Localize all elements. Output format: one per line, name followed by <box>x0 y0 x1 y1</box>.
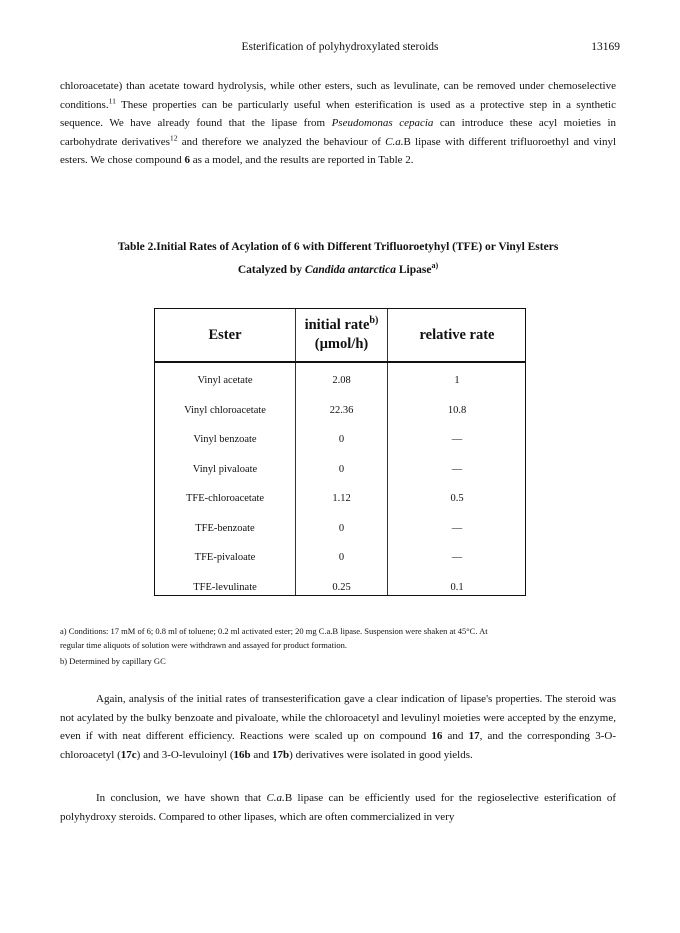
text-run: These properties can be particularly useful when esterification is used as a protective step in a synthetic sequence. We have already found that the lipase from <box>60 98 616 130</box>
cell-relative-rate: — <box>451 463 463 475</box>
cell-ester: Vinyl chloroacetate <box>184 404 266 416</box>
cell-ester: TFE-chloroacetate <box>185 493 265 504</box>
cell-initial-rate: 1.12 <box>332 493 351 504</box>
cell-ester: Vinyl acetate <box>197 375 253 386</box>
text-run: ) and 3-O-levuloinyl ( <box>136 748 234 761</box>
header-initial-rate: initial rate$^{b)}$ (µmol/h) <box>304 315 379 352</box>
cell-relative-rate: — <box>451 434 463 445</box>
paragraph-intro <box>60 77 616 170</box>
running-title: Esterification of polyhydroxylated steroids <box>241 41 439 53</box>
paragraph-conclusion <box>60 789 616 826</box>
text-run: and <box>442 730 469 743</box>
table-caption <box>60 236 616 282</box>
cell-ester: Vinyl benzoate <box>193 434 257 445</box>
cell-ester: TFE-benzoate <box>195 522 255 534</box>
text-run: ) derivatives were isolated in good yields. <box>289 748 473 761</box>
footnote-b: b) Determined by capillary GC <box>60 656 166 666</box>
text-run: 16b <box>233 748 251 761</box>
text-run: 16 <box>431 730 443 743</box>
data-table <box>154 308 526 596</box>
text-run: and therefore we analyzed the behaviour of <box>177 135 386 148</box>
paragraph-analysis <box>60 690 616 764</box>
text-run: as a model, and the results are reported in Table 2. <box>189 154 414 167</box>
cell-initial-rate: 0 <box>338 434 345 445</box>
cell-relative-rate: 0.5 <box>450 493 464 504</box>
cell-initial-rate: 0 <box>338 463 345 475</box>
text-run: 17c <box>120 748 137 761</box>
cell-relative-rate: — <box>451 522 463 534</box>
text-run: 17b <box>272 748 290 761</box>
text-run: can introduce these acyl moieties in carbohydrate derivatives <box>60 117 617 148</box>
text-run: In conclusion, we have shown that <box>96 792 267 804</box>
text-run: 17 <box>468 730 480 743</box>
text-run: Again, analysis of the initial rates of transesterification gave a clear indication of lipase's properties. The steroid was not acylated by the bulky benzoate and pivaloate, while the chloroacetyl and levulinyl moieties were accepted by the enzyme, even if with neat different efficiency. Reactions were scaled up on compound <box>60 693 616 743</box>
cell-initial-rate: 22.36 <box>329 404 354 416</box>
text-run: and <box>250 748 273 761</box>
cell-relative-rate: 10.8 <box>447 404 467 416</box>
cell-initial-rate: 0 <box>338 522 345 534</box>
cell-initial-rate: 0.25 <box>332 581 351 593</box>
cell-initial-rate: 0 <box>338 552 345 563</box>
table-header-rule <box>155 361 525 363</box>
text-run: chloroacetate) than acetate toward hydrolysis, while other esters, such as levulinate, can be removed under chemoselective conditions. <box>60 80 616 111</box>
table-caption-line1: Table 2.Initial Rates of Acylation of 6 with Different Trifluoroetyhyl (TFE) or Vinyl Esters <box>117 241 559 253</box>
cell-relative-rate: 1 <box>454 375 460 386</box>
text-run: 12 <box>169 133 178 143</box>
page-number: 13169 <box>591 41 620 53</box>
text-run: , and the corresponding 3-O-chloroacetyl ( <box>60 730 616 761</box>
cell-ester: Vinyl pivaloate <box>192 463 258 475</box>
text-run: C.a. <box>266 792 285 804</box>
text-run: 11 <box>108 95 116 105</box>
cell-initial-rate: 2.08 <box>332 375 351 386</box>
cell-ester: TFE-levulinate <box>193 581 257 593</box>
header-ester: Ester <box>208 326 242 343</box>
text-run: Pseudomonas cepacia <box>331 117 434 130</box>
text-run: B lipase can be efficiently used for the regioselective esterification of polyhydroxy steroids. Compared to other lipases, which are often commercialized in very <box>60 792 616 823</box>
text-run: C.a. <box>385 135 404 148</box>
footnote-a: a) Conditions: 17 mM of 6; 0.8 ml of toluene; 0.2 ml activated ester; 20 mg C.a.B lipase. Suspension were shaken at 45°C. At regular time aliquots of solution were withdrawn and assayed for product formation. <box>60 626 488 650</box>
header-relative-rate: relative rate <box>419 326 495 343</box>
cell-ester: TFE-pivaloate <box>194 552 256 563</box>
text-run: B lipase with different trifluoroethyl and vinyl esters. We chose compound <box>60 135 617 167</box>
text-run: 6 <box>184 154 190 167</box>
table-caption-line2: Catalyzed by Candida antarctica Lipase$^{a)}$ <box>237 261 439 276</box>
running-header <box>60 41 620 57</box>
cell-relative-rate: 0.1 <box>450 581 464 593</box>
cell-relative-rate: — <box>451 552 463 563</box>
